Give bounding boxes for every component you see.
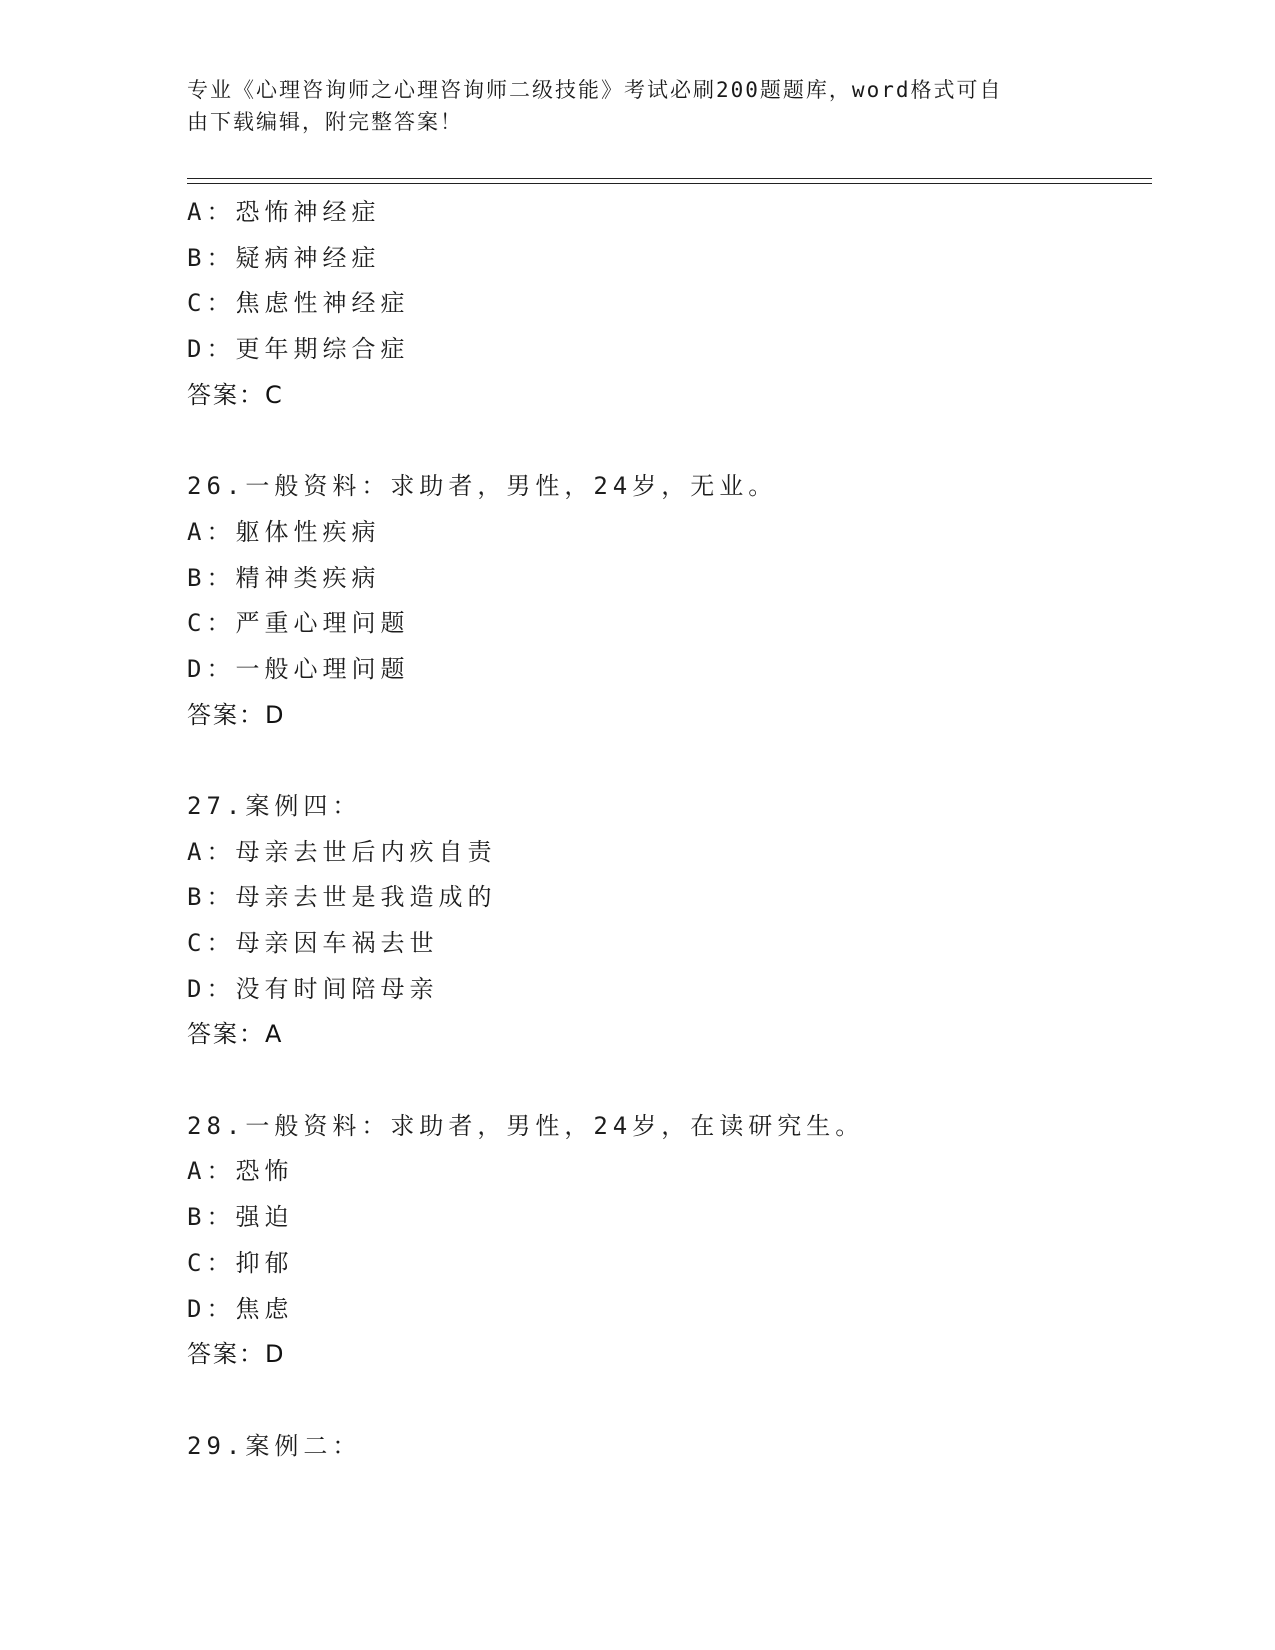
option-b: B：疑病神经症 — [187, 243, 381, 272]
option-a: A：母亲去世后内疚自责 — [187, 837, 497, 866]
option-c: C：母亲因车祸去世 — [187, 929, 439, 957]
option-b: B：母亲去世是我造成的 — [187, 883, 497, 912]
question-title: 29.案例二： — [187, 1431, 362, 1460]
question-title: 28.一般资料：求助者，男性，24岁，在读研究生。 — [187, 1111, 865, 1140]
question-title: 27.案例四： — [187, 791, 362, 820]
answer-line: 答案：C — [187, 380, 284, 409]
option-a: A：躯体性疾病 — [187, 517, 381, 546]
option-c: C：焦虑性神经症 — [187, 289, 410, 318]
question-title: 26.一般资料：求助者，男性，24岁，无业。 — [187, 472, 778, 501]
spacer — [187, 1058, 1147, 1104]
header-divider-top — [187, 178, 1152, 179]
answer-line: 答案：D — [187, 700, 286, 729]
header-line-1: 专业《心理咨询师之心理咨询师二级技能》考试必刷200题题库，word格式可自 — [187, 78, 1003, 102]
question-25-continued — [187, 190, 1147, 418]
question-29 — [187, 1424, 1147, 1470]
question-list — [187, 190, 1147, 1469]
header-divider-bottom — [187, 183, 1152, 184]
option-d: D：一般心理问题 — [187, 654, 410, 683]
option-c: C：抑郁 — [187, 1248, 294, 1277]
question-26 — [187, 464, 1147, 738]
option-b: B：精神类疾病 — [187, 563, 381, 592]
option-a: A：恐怖神经症 — [187, 198, 381, 226]
option-d: D：焦虑 — [187, 1294, 294, 1323]
answer-line: 答案：A — [187, 1020, 284, 1049]
spacer — [187, 1378, 1147, 1424]
option-c: C：严重心理问题 — [187, 609, 410, 638]
spacer — [187, 418, 1147, 464]
spacer — [187, 738, 1147, 784]
option-d: D：没有时间陪母亲 — [187, 974, 439, 1003]
option-b: B：强迫 — [187, 1203, 294, 1232]
question-27 — [187, 784, 1147, 1058]
question-28 — [187, 1104, 1147, 1378]
document-header — [187, 74, 1077, 138]
option-d: D：更年期综合症 — [187, 335, 410, 364]
answer-line: 答案：D — [187, 1340, 286, 1369]
option-a: A：恐怖 — [187, 1157, 294, 1186]
header-line-2: 由下载编辑，附完整答案！ — [187, 110, 463, 134]
